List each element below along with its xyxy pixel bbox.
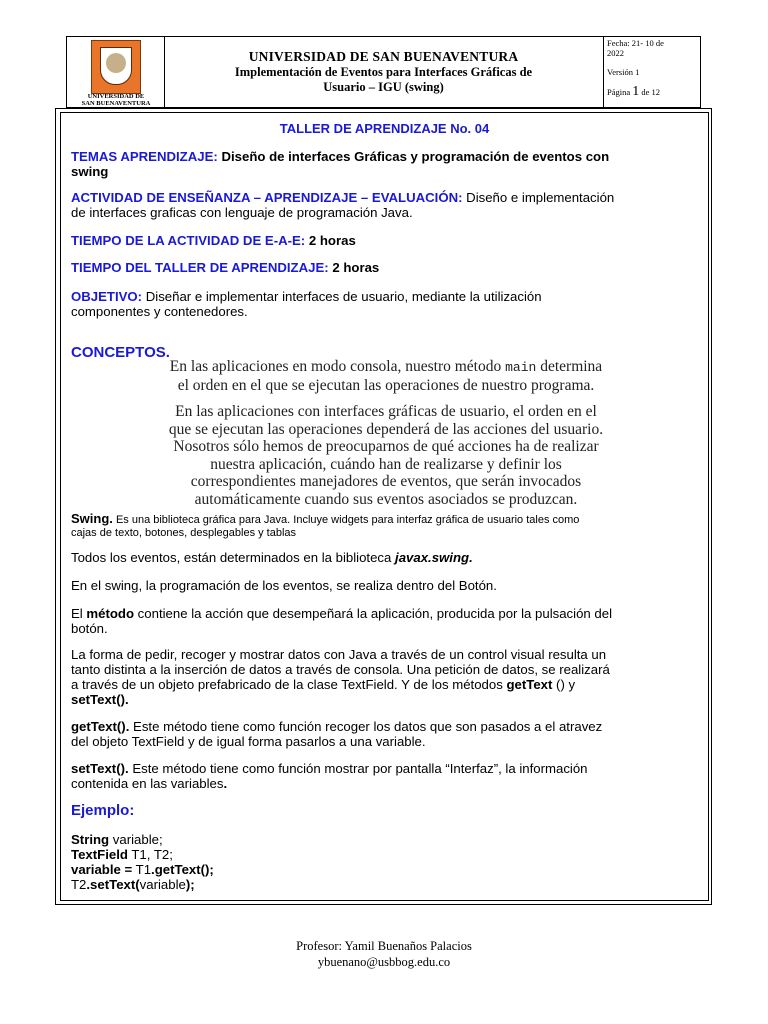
page-current: 1 (632, 84, 640, 99)
code-text: T1 (132, 862, 152, 877)
quote-console-code: main (505, 360, 537, 375)
version-label: Versión 1 (607, 67, 640, 77)
forma-gettext: getText (506, 677, 553, 692)
objetivo-label: OBJETIVO: (71, 289, 143, 304)
forma-paragraph (71, 647, 701, 707)
tiempo-taller (71, 260, 701, 275)
code-keyword: String (71, 832, 110, 847)
code-text: T1, T2; (127, 847, 173, 862)
tiempo-actividad (71, 233, 701, 248)
tiempo-actividad-label: TIEMPO DE LA ACTIVIDAD DE E-A-E: (71, 233, 306, 248)
code-line (71, 832, 701, 847)
quote-console-line-2: el orden en el que se ejecutan las operaciones de nuestro programa. (177, 376, 595, 394)
objetivo-text-2: componentes y contenedores. (71, 304, 248, 319)
page-total: de 12 (639, 87, 661, 97)
settext-text: Este método tiene como función mostrar por pantalla “Interfaz”, la información (128, 761, 588, 776)
logo-caption-line-1: UNIVERSIDAD DE (87, 93, 145, 100)
course-subtitle-line-1: Implementación de Eventos para Interfaces Gráficas de (234, 65, 533, 79)
quote-gui-line: En las aplicaciones con interfaces gráficas de usuario, el orden en el (175, 403, 597, 420)
forma-line-2: tanto distinta a la inserción de datos a través de consola. Una petición de datos, se realizará (71, 662, 610, 677)
metodo-text-2: botón. (71, 621, 108, 636)
temas-text-2: swing (71, 164, 109, 179)
quote-gui-line: Nosotros sólo hemos de preocuparnos de qué acciones ha de realizar (173, 438, 599, 455)
code-keyword: variable = (71, 862, 133, 877)
eventos-library: javax.swing. (395, 550, 473, 565)
tiempo-actividad-value: 2 horas (305, 233, 356, 248)
quote-gui-line: automáticamente cuando sus eventos asociados se produzcan. (194, 490, 578, 508)
document-header (66, 36, 701, 108)
code-line (71, 862, 701, 877)
objetivo-section (71, 289, 701, 319)
forma-line-1: La forma de pedir, recoger y mostrar datos con Java a través de un control visual resulta un (71, 647, 607, 662)
code-text: variable (139, 877, 186, 892)
code-keyword: .setText( (86, 877, 140, 892)
settext-paragraph (71, 761, 701, 791)
gettext-paragraph (71, 719, 701, 749)
settext-period: . (223, 776, 228, 791)
page-number (607, 84, 660, 100)
forma-settext: setText(). (71, 692, 129, 707)
settext-text-2: contenida en las variables (71, 776, 224, 791)
header-meta-cell (603, 37, 700, 107)
actividad-text: Diseño e implementación (462, 190, 615, 205)
swing-label: Swing. (71, 511, 113, 526)
quote-gui-line: que se ejecutan las operaciones dependerá de las acciones del usuario. (168, 420, 604, 438)
conceptos-heading: CONCEPTOS. (71, 344, 170, 361)
gettext-text-2: del objeto TextField y de igual forma pasarlos a una variable. (71, 734, 426, 749)
quote-console-text-b: determina (536, 358, 603, 375)
actividad-text-2: de interfaces graficas con lenguaje de programación Java. (71, 205, 413, 220)
quote-gui-line: nuestra aplicación, cuándo han de realizarse y definir los (210, 455, 562, 473)
eventos-paragraph (71, 550, 701, 565)
quote-gui (100, 403, 672, 508)
ejemplo-heading: Ejemplo: (71, 802, 135, 819)
code-line (71, 847, 701, 862)
quote-console-line-1 (100, 358, 672, 377)
workshop-title: TALLER DE APRENDIZAJE No. 04 (279, 121, 490, 136)
actividad-label: ACTIVIDAD DE ENSEÑANZA – APRENDIZAJE – EVALUACIÓN: (71, 190, 463, 205)
quote-console-text-a: En las aplicaciones en modo consola, nuestro método (169, 358, 506, 375)
metodo-label: método (86, 606, 135, 621)
objetivo-text: Diseñar e implementar interfaces de usuario, mediante la utilización (142, 289, 542, 304)
code-example (71, 832, 701, 892)
header-title-cell (164, 37, 604, 107)
swing-programming-paragraph: En el swing, la programación de los eventos, se realiza dentro del Botón. (71, 578, 497, 593)
temas-label: TEMAS APRENDIZAJE: (71, 149, 218, 164)
temas-section (71, 149, 701, 179)
page-prefix: Página (607, 87, 633, 97)
actividad-section (71, 190, 701, 220)
university-crest-logo (91, 40, 141, 94)
swing-text: Es una biblioteca gráfica para Java. Incluye widgets para interfaz gráfica de usuario tales como (112, 514, 580, 526)
code-keyword: TextField (71, 847, 128, 862)
eventos-text: Todos los eventos, están determinados en la biblioteca (71, 550, 396, 565)
metodo-text: contiene la acción que desempeñará la aplicación, producida por la pulsación del (134, 606, 613, 621)
code-keyword: ); (185, 877, 195, 892)
quote-console (100, 358, 672, 394)
code-text: variable; (109, 832, 163, 847)
footer-professor: Profesor: Yamil Buenaños Palacios (296, 939, 472, 953)
date-line-2: 2022 (607, 48, 624, 58)
logo-caption (71, 93, 161, 107)
temas-text: Diseño de interfaces Gráficas y programación de eventos con (217, 149, 610, 164)
logo-caption-line-2: SAN BUENAVENTURA (81, 100, 151, 107)
swing-text-2: cajas de texto, botones, desplegables y tablas (71, 527, 297, 539)
forma-line-3: a través de un objeto prefabricado de la clase TextField. Y de los métodos (71, 677, 507, 692)
code-line (71, 877, 701, 892)
gettext-text: Este método tiene como función recoger los datos que son pasados a el atravez (129, 719, 603, 734)
metodo-paragraph (71, 606, 701, 636)
code-keyword: .getText(); (151, 862, 214, 877)
tiempo-taller-value: 2 horas (328, 260, 380, 275)
forma-line-3-end: () y (552, 677, 576, 692)
shield-icon (100, 47, 132, 85)
quote-gui-line: correspondientes manejadores de eventos, que serán invocados (190, 473, 582, 490)
logo-cell (67, 37, 165, 107)
settext-label: setText(). (71, 761, 129, 776)
gettext-label: getText(). (71, 719, 130, 734)
course-subtitle-line-2: Usuario – IGU (swing) (323, 80, 444, 94)
tiempo-taller-label: TIEMPO DEL TALLER DE APRENDIZAJE: (71, 260, 329, 275)
university-name: UNIVERSIDAD DE SAN BUENAVENTURA (248, 49, 519, 64)
swing-definition (71, 512, 701, 540)
metodo-prefix: El (71, 606, 87, 621)
code-text: T2 (71, 877, 87, 892)
date-line-1: Fecha: 21- 10 de (607, 38, 664, 48)
footer-email: ybuenano@usbbog.edu.co (317, 955, 451, 969)
